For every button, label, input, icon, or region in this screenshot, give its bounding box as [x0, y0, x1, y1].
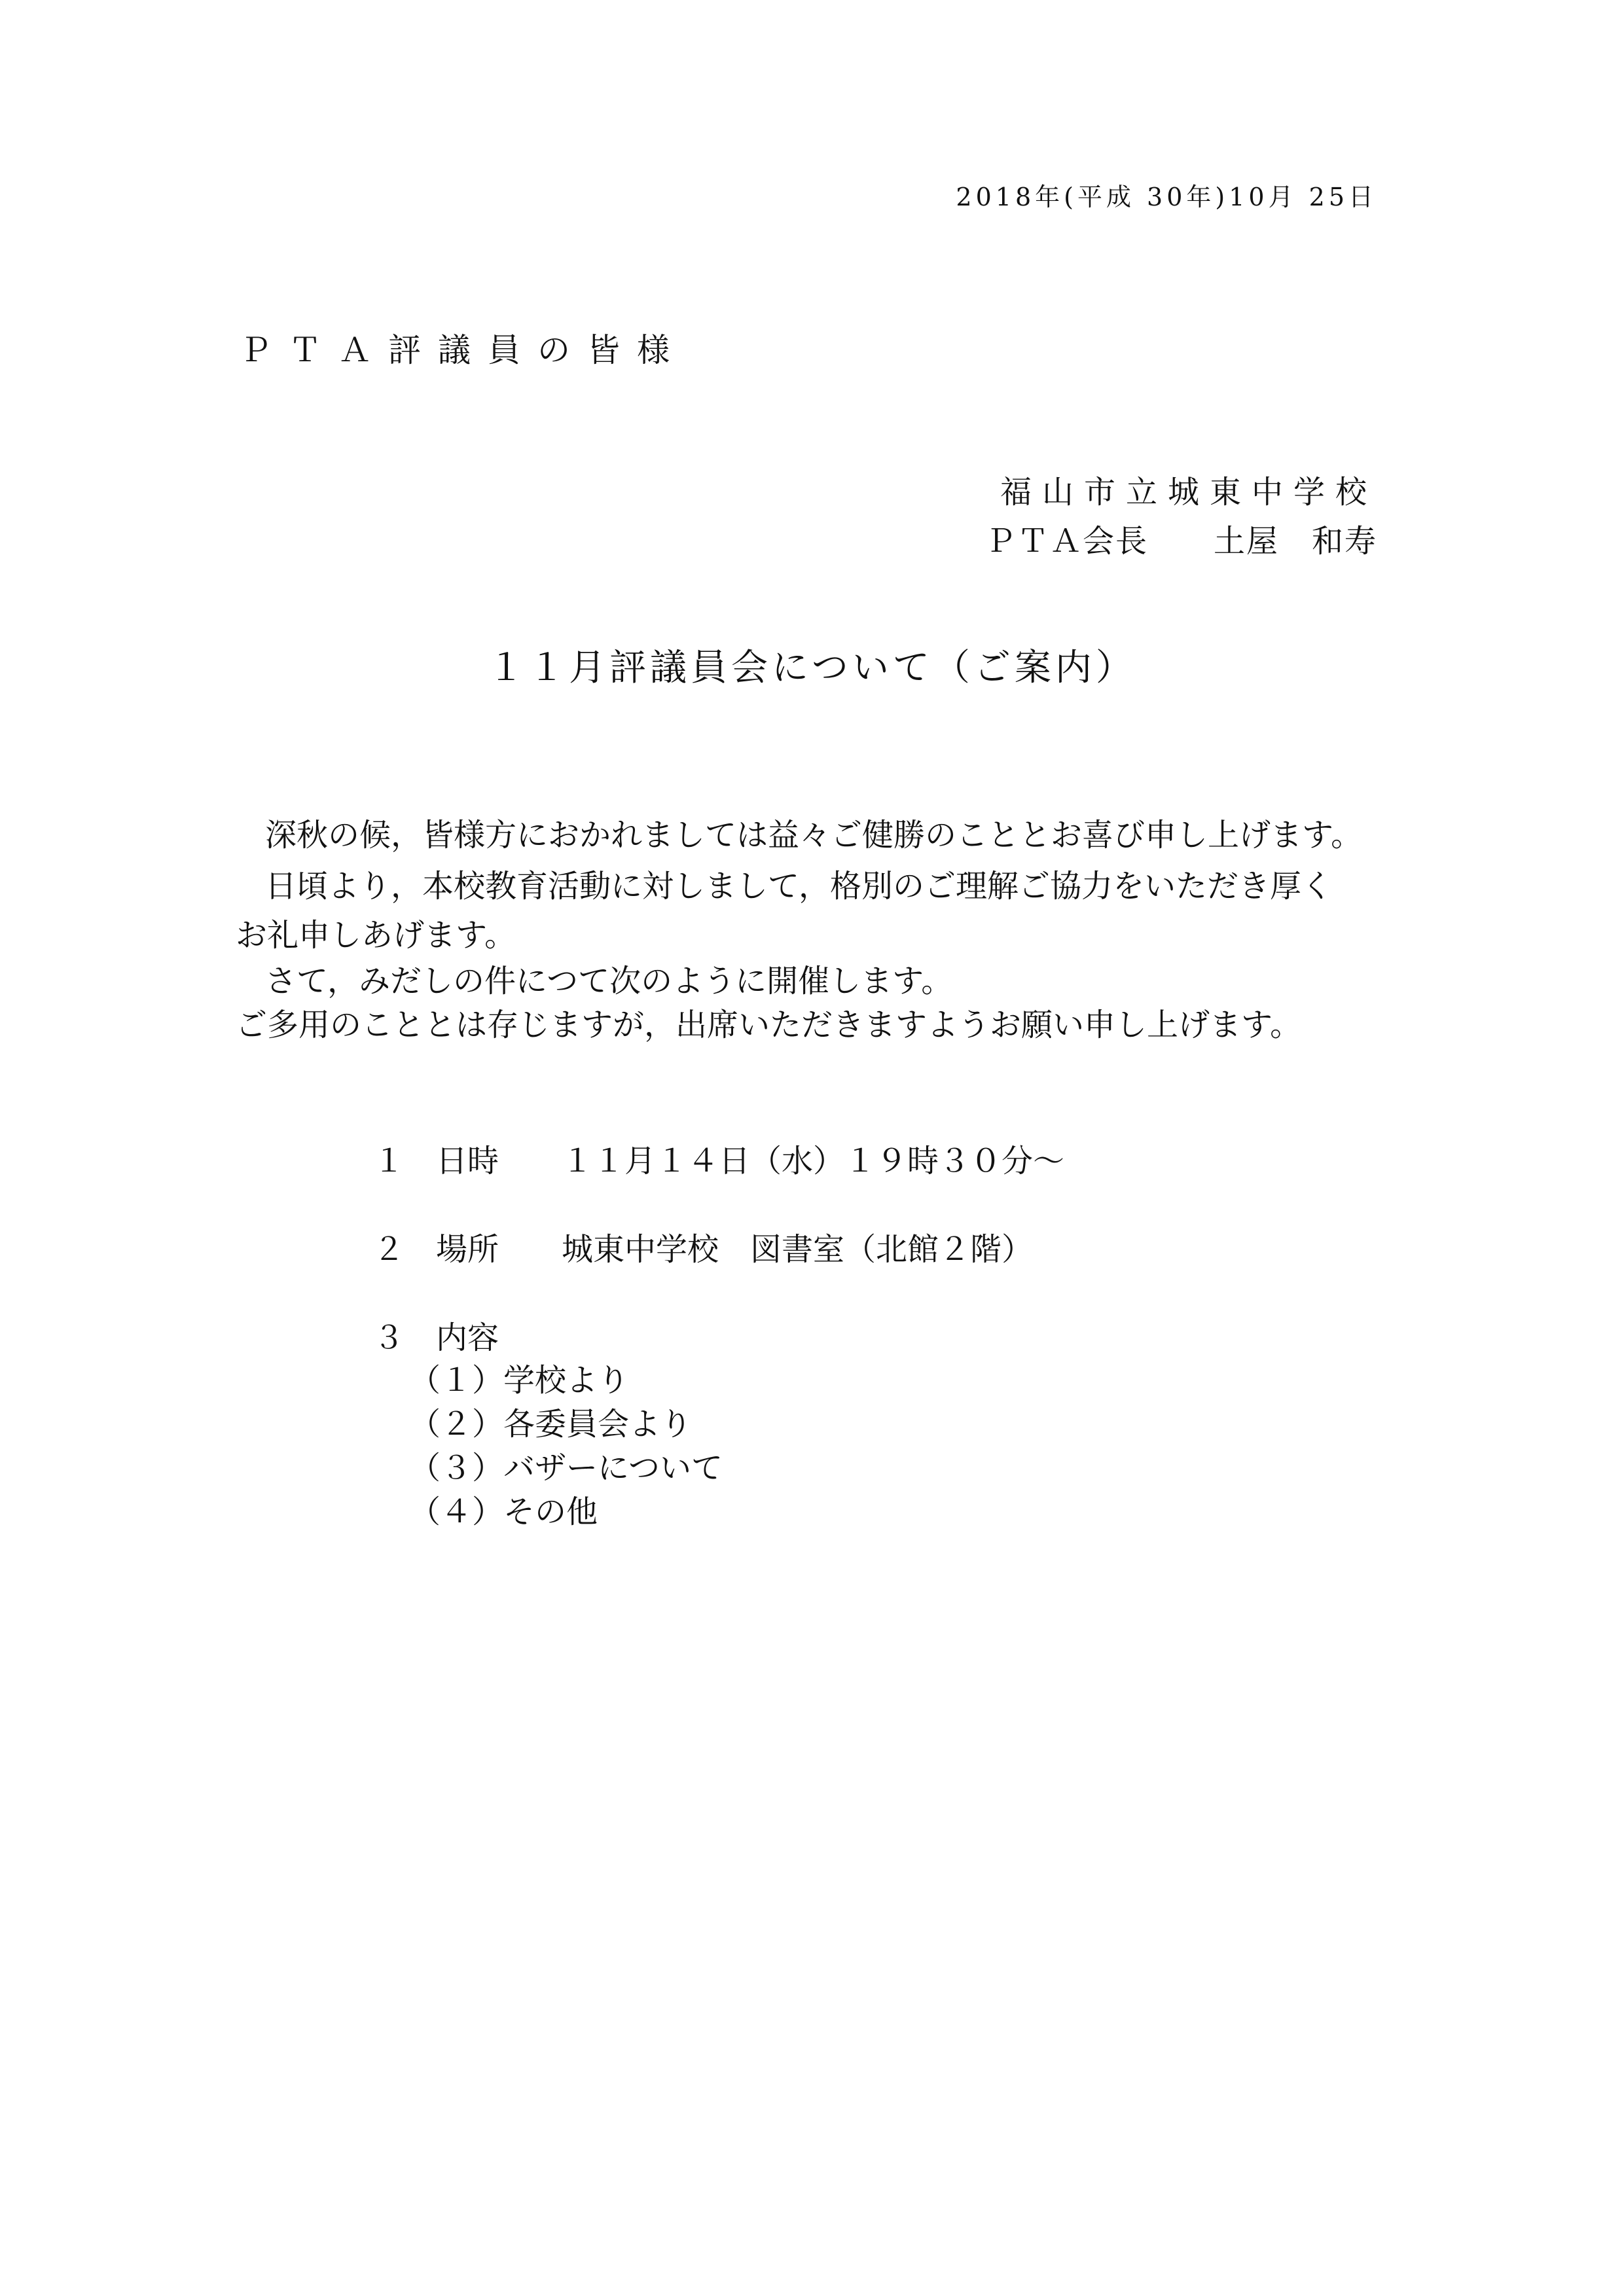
document-title: １１月評議員会について（ご案内）: [488, 647, 1136, 689]
body-paragraph-4: ご多用のこととは存じますが，出席いただきますようお願い申し上げます。: [236, 1007, 1302, 1043]
body-paragraph-2-line-2: お礼申しあげます。: [236, 917, 516, 954]
recipient-line: ＰＴＡ評議員の皆様: [239, 331, 687, 369]
item-contents: ３ 内容: [373, 1319, 499, 1356]
body-paragraph-3: さて，みだしの件につて次のように開催します。: [265, 963, 953, 999]
sender-president: ＰＴＡ会長 土屋 和寿: [984, 523, 1377, 560]
contents-subitem: （３）バザーについて: [409, 1450, 723, 1486]
contents-subitem: （２）各委員会より: [409, 1406, 693, 1443]
item-datetime: １ 日時 １１月１４日（水）１９時３０分～: [373, 1143, 1065, 1179]
body-paragraph-1: 深秋の候，皆様方におかれましては益々ご健勝のこととお喜び申し上げます。: [265, 817, 1363, 853]
item-location: ２ 場所 城東中学校 図書室（北館２階）: [373, 1231, 1034, 1268]
sender-school: 福山市立城東中学校: [1000, 474, 1377, 511]
contents-subitem: （４）その他: [409, 1494, 598, 1530]
contents-subitem: （１）学校より: [409, 1362, 630, 1399]
document-date: 2018年(平成 30年)10月 25日: [956, 183, 1377, 211]
body-paragraph-2-line-1: 日頃より，本校教育活動に対しまして，格別のご理解ご協力をいただき厚く: [265, 868, 1333, 905]
